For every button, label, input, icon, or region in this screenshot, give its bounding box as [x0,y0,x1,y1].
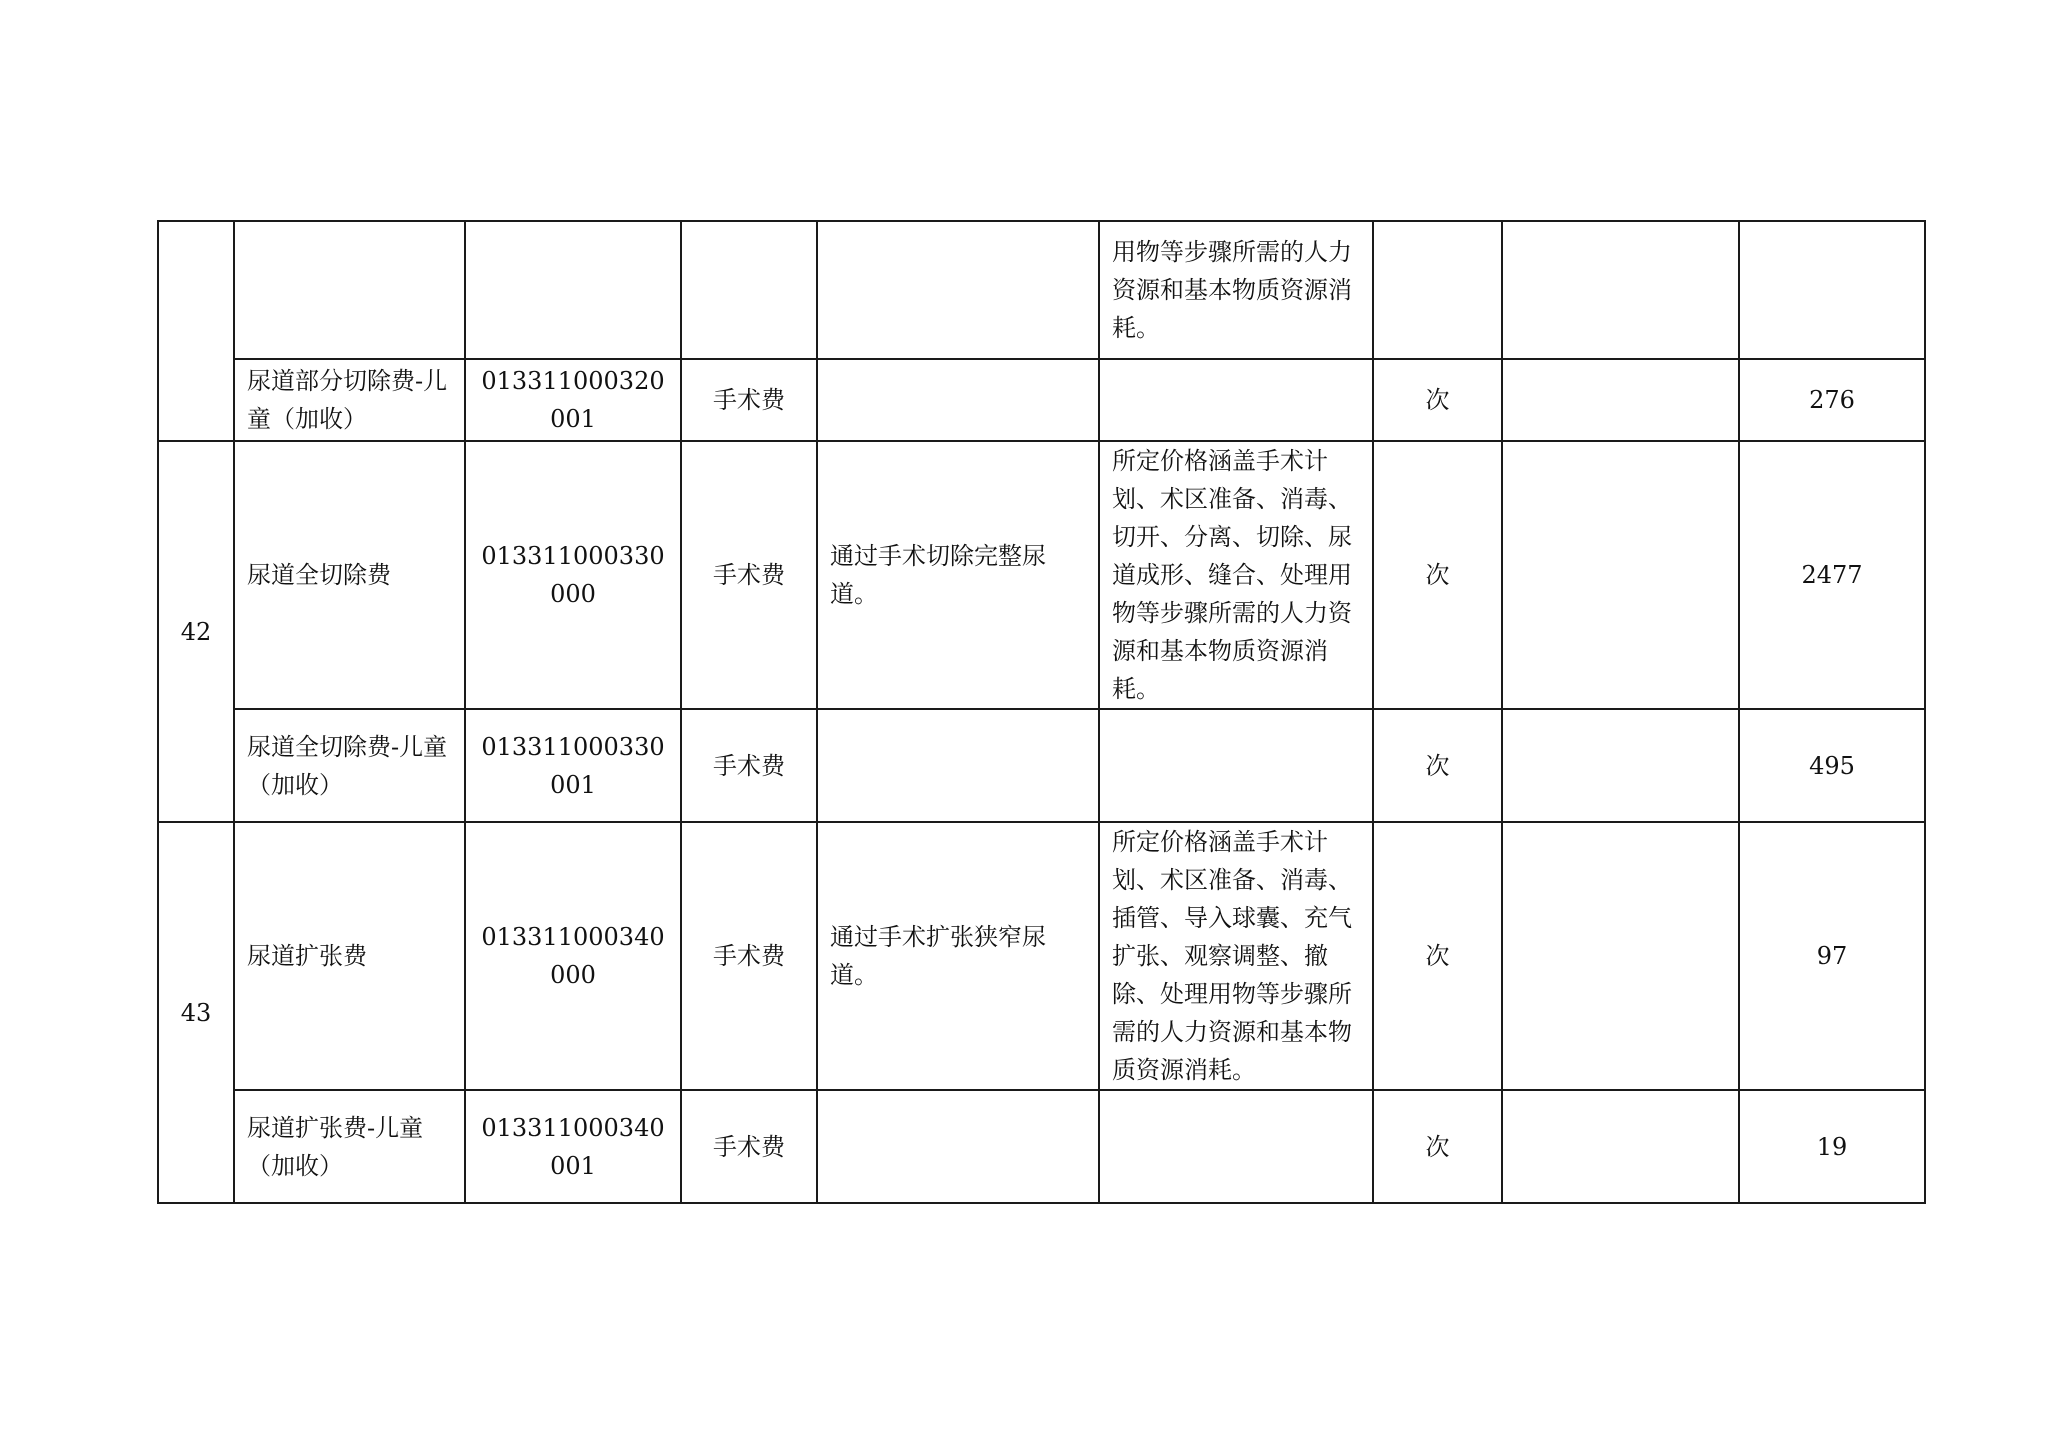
unit-cell: 次 [1373,709,1502,822]
unit-cell [1373,221,1502,359]
index-cell: 43 [158,822,234,1203]
code-cell [465,221,681,359]
connotation-cell [817,1090,1099,1203]
name-cell [234,221,465,359]
description-cell [1099,1090,1373,1203]
price-table [157,220,1926,1204]
description-cell: 所定价格涵盖手术计划、术区准备、消毒、切开、分离、切除、尿道成形、缝合、处理用物等步骤所需的人力资源和基本物质资源消耗。 [1099,441,1373,709]
table-row [158,441,1925,709]
category-cell: 手术费 [681,441,817,709]
unit-cell: 次 [1373,359,1502,441]
name-cell: 尿道全切除费-儿童（加收） [234,709,465,822]
exclusion-cell [1502,709,1739,822]
category-cell [681,221,817,359]
category-cell: 手术费 [681,1090,817,1203]
name-cell: 尿道扩张费 [234,822,465,1090]
category-cell: 手术费 [681,709,817,822]
exclusion-cell [1502,359,1739,441]
unit-cell: 次 [1373,822,1502,1090]
price-cell: 495 [1739,709,1925,822]
description-cell: 用物等步骤所需的人力资源和基本物质资源消耗。 [1099,221,1373,359]
code-cell: 013311000330001 [465,709,681,822]
unit-cell: 次 [1373,1090,1502,1203]
connotation-cell: 通过手术扩张狭窄尿道。 [817,822,1099,1090]
code-cell: 013311000320001 [465,359,681,441]
price-cell: 97 [1739,822,1925,1090]
unit-cell: 次 [1373,441,1502,709]
connotation-cell [817,359,1099,441]
name-cell: 尿道全切除费 [234,441,465,709]
description-cell: 所定价格涵盖手术计划、术区准备、消毒、插管、导入球囊、充气扩张、观察调整、撤除、处理用物等步骤所需的人力资源和基本物质资源消耗。 [1099,822,1373,1090]
price-cell [1739,221,1925,359]
exclusion-cell [1502,221,1739,359]
description-cell [1099,359,1373,441]
table-row [158,822,1925,1090]
connotation-cell [817,221,1099,359]
connotation-cell: 通过手术切除完整尿道。 [817,441,1099,709]
exclusion-cell [1502,441,1739,709]
table-row [158,221,1925,359]
code-cell: 013311000340000 [465,822,681,1090]
table-row [158,1090,1925,1203]
table-row [158,709,1925,822]
price-cell: 2477 [1739,441,1925,709]
description-cell [1099,709,1373,822]
category-cell: 手术费 [681,359,817,441]
connotation-cell [817,709,1099,822]
code-cell: 013311000340001 [465,1090,681,1203]
category-cell: 手术费 [681,822,817,1090]
exclusion-cell [1502,1090,1739,1203]
code-cell: 013311000330000 [465,441,681,709]
index-cell [158,221,234,441]
name-cell: 尿道部分切除费-儿童（加收） [234,359,465,441]
exclusion-cell [1502,822,1739,1090]
name-cell: 尿道扩张费-儿童（加收） [234,1090,465,1203]
price-cell: 276 [1739,359,1925,441]
table-row [158,359,1925,441]
price-cell: 19 [1739,1090,1925,1203]
index-cell: 42 [158,441,234,822]
